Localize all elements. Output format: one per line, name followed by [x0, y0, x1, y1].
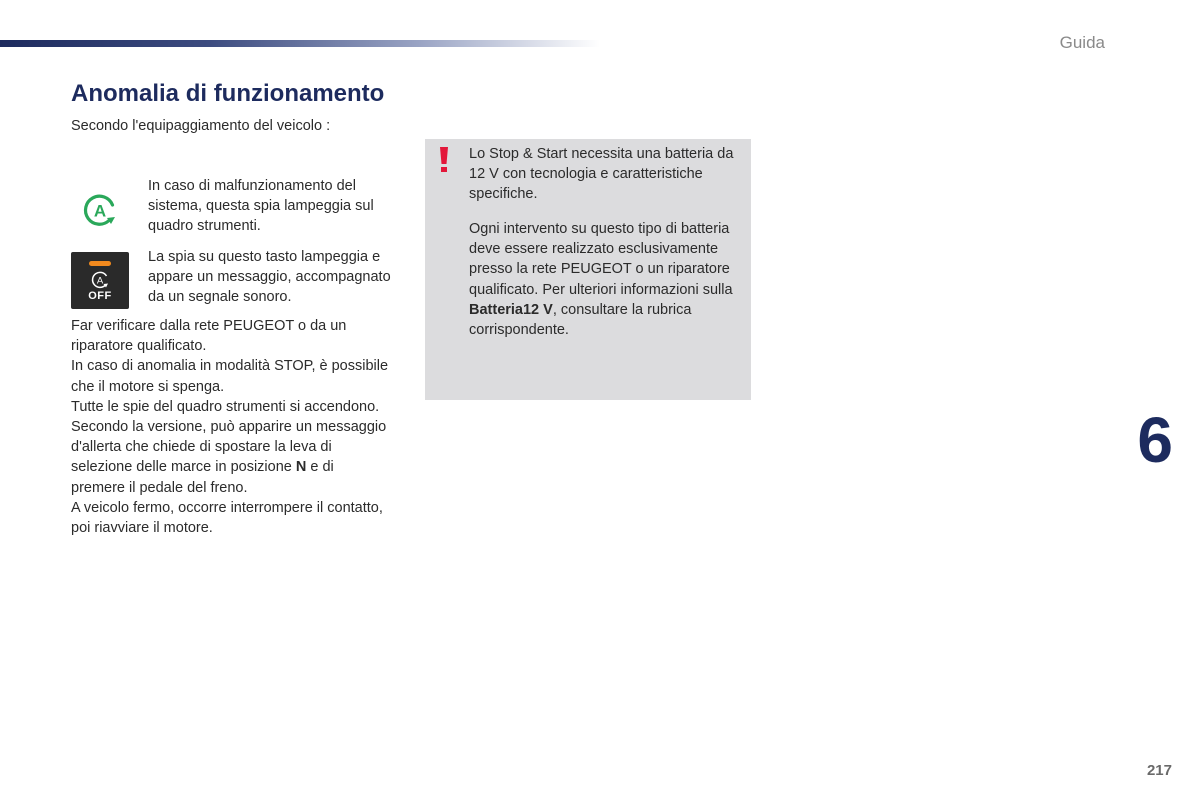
body-paragraph: Tutte le spie del quadro strumenti si accendono.: [71, 398, 380, 415]
indicator-description: In caso di malfunzionamento del sistema, questa spia lampeggia sul quadro strumenti.: [148, 178, 374, 235]
body-text: [71, 316, 391, 538]
section-label: Guida: [1059, 33, 1105, 52]
button-led-indicator: [89, 261, 111, 266]
svg-text:A: A: [93, 201, 107, 221]
warning-paragraph-1: Lo Stop & Start necessita una batteria da 12 V con tecnologia e caratteristiche specifiche.: [469, 146, 734, 203]
auto-a-icon: [91, 270, 109, 290]
page-number: 217: [1146, 762, 1172, 779]
body-paragraph: Secondo la versione, può apparire un messaggio d'allerta che chiede di spostare la leva di selezione delle marce in posizione N e di premere il pedale del freno.: [71, 419, 387, 496]
page-title: Anomalia di funzionamento: [71, 80, 385, 107]
button-description: La spia su questo tasto lampeggia e appare un messaggio, accompagnato da un segnale sonoro.: [148, 249, 391, 306]
exclamation-icon: [438, 145, 450, 173]
body-paragraph: A veicolo fermo, occorre interrompere il contatto, poi riavviare il motore.: [71, 499, 383, 537]
off-label: OFF: [88, 290, 112, 302]
warning-box: [425, 139, 751, 400]
body-paragraph: In caso di anomalia in modalità STOP, è possibile che il motore si spenga.: [71, 358, 389, 395]
body-paragraph: Far verificare dalla rete PEUGEOT o da un riparatore qualificato.: [71, 318, 347, 355]
warning-paragraph-2: Ogni intervento su questo tipo di batteria deve essere realizzato esclusivamente presso la rete PEUGEOT o un riparatore qualificato. Per ulteriori informazioni sulla Batteria12 V, consultare la rubrica corrispondente.: [469, 221, 733, 339]
svg-text:A: A: [96, 275, 104, 287]
stop-start-warning-icon: [82, 192, 118, 228]
stop-start-off-button: [71, 252, 129, 309]
header-gradient-bar: [0, 40, 600, 47]
subtitle: Secondo l'equipaggiamento del veicolo :: [71, 118, 331, 134]
chapter-number: 6: [1137, 404, 1173, 476]
